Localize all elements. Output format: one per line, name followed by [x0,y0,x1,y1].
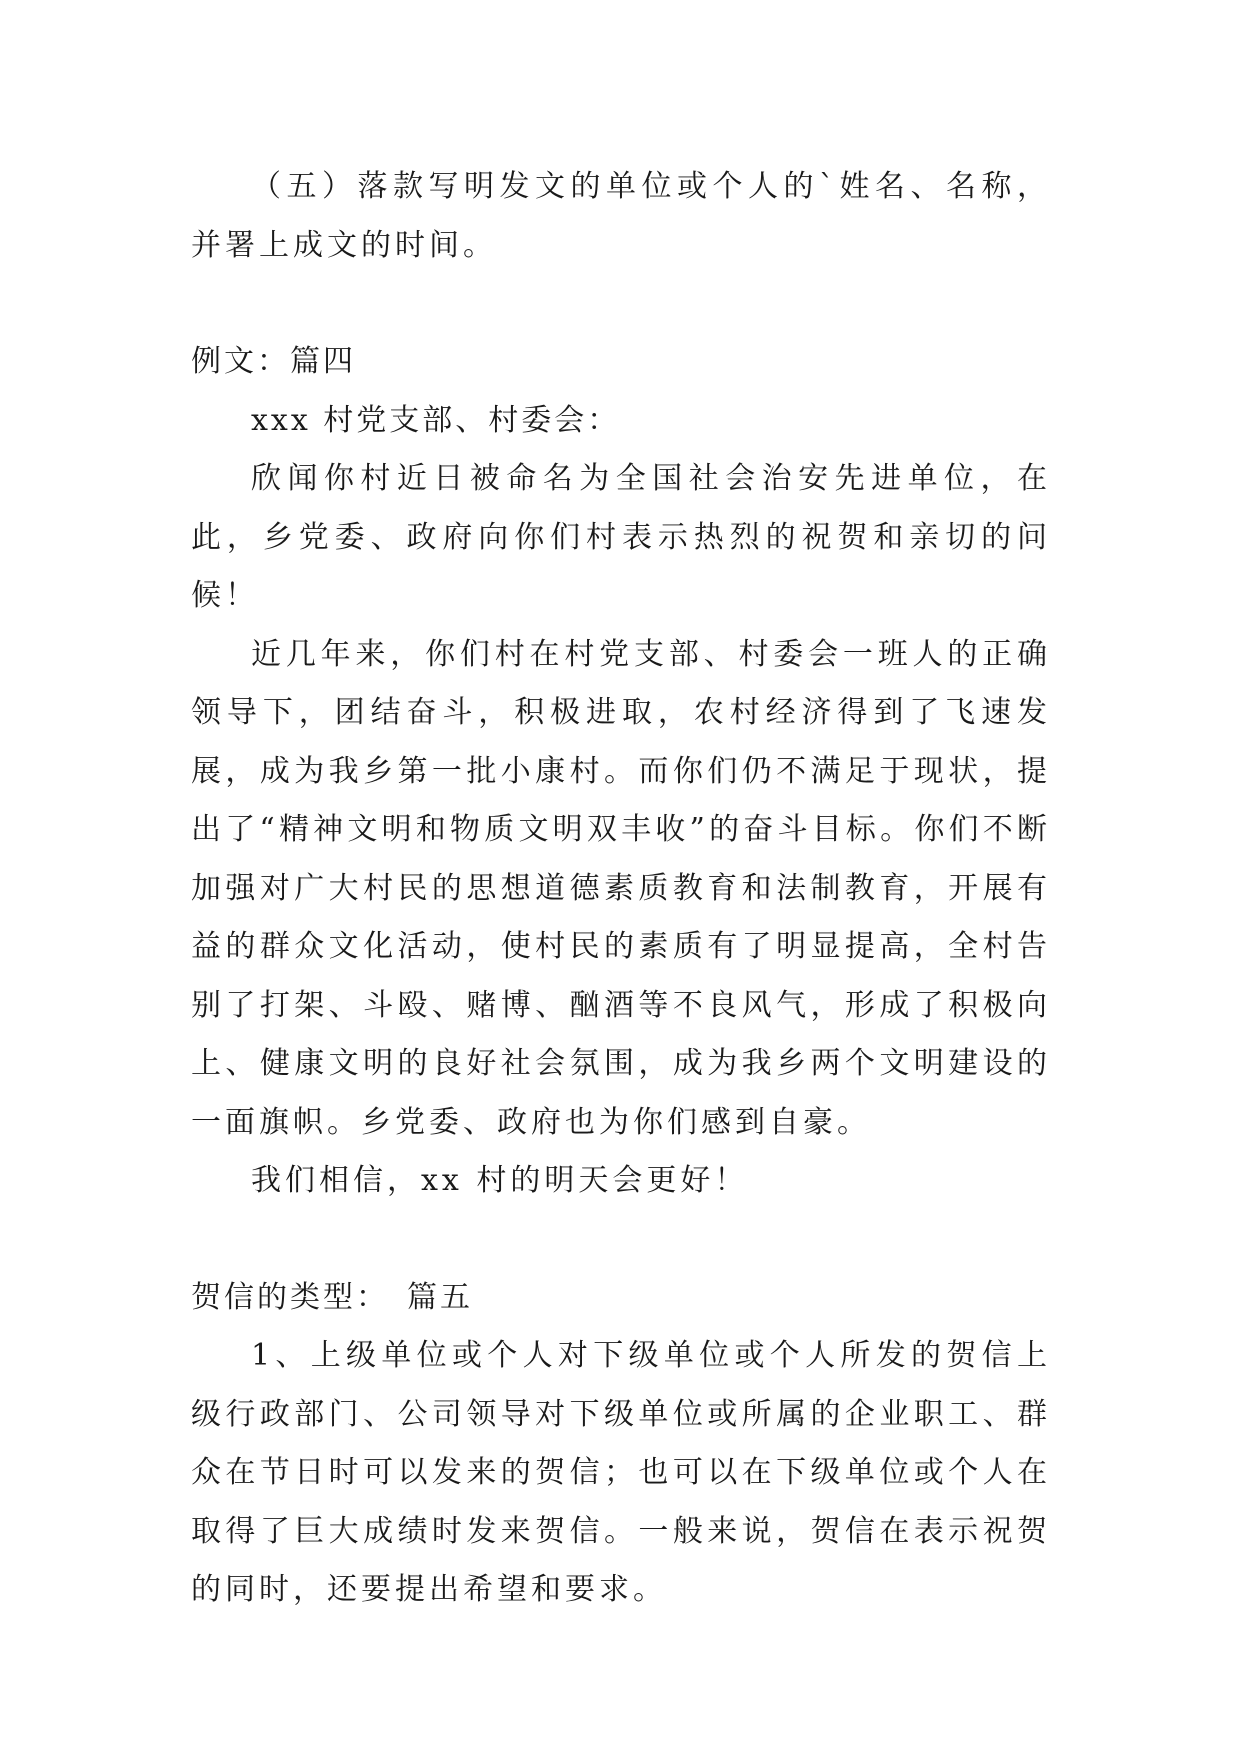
document-content [191,158,1051,1620]
paragraph-gap [191,1211,1051,1269]
paragraph-gap [191,275,1051,333]
types-paragraph: 1、上级单位或个人对下级单位或个人所发的贺信上级行政部门、公司领导对下级单位或所属的企业职工、群众在节日时可以发来的贺信；也可以在下级单位或个人在取得了巨大成绩时发来贺信。一般来说，贺信在表示祝贺的同时，还要提出希望和要求。 [191,1338,1051,1607]
example-heading: 例文：篇四 [191,344,356,379]
types-heading: 贺信的类型： 篇五 [191,1279,473,1315]
letter-body-paragraph-2: 近几年来，你们村在村党支部、村委会一班人的正确领导下，团结奋斗，积极进取，农村经济得到了飞速发展，成为我乡第一批小康村。而你们仍不满足于现状，提出了“精神文明和物质文明双丰收”的奋斗目标。你们不断加强对广大村民的思想道德素质教育和法制教育，开展有益的群众文化活动，使村民的素质有了明显提高，全村告别了打架、斗殴、赌博、酗酒等不良风气，形成了积极向上、健康文明的良好社会氛围，成为我乡两个文明建设的一面旗帜。乡党委、政府也为你们感到自豪。 [191,636,1051,1140]
letter-body-paragraph-3: 我们相信，xx 村的明天会更好！ [251,1163,749,1198]
letter-salutation: xxx 村党支部、村委会： [251,402,621,438]
letter-body-paragraph-1: 欣闻你村近日被命名为全国社会治安先进单位，在此，乡党委、政府向你们村表示热烈的祝贺和亲切的问候！ [191,461,1051,613]
section-five-paragraph: （五）落款写明发文的单位或个人的`姓名、名称，并署上成文的时间。 [191,169,1051,263]
